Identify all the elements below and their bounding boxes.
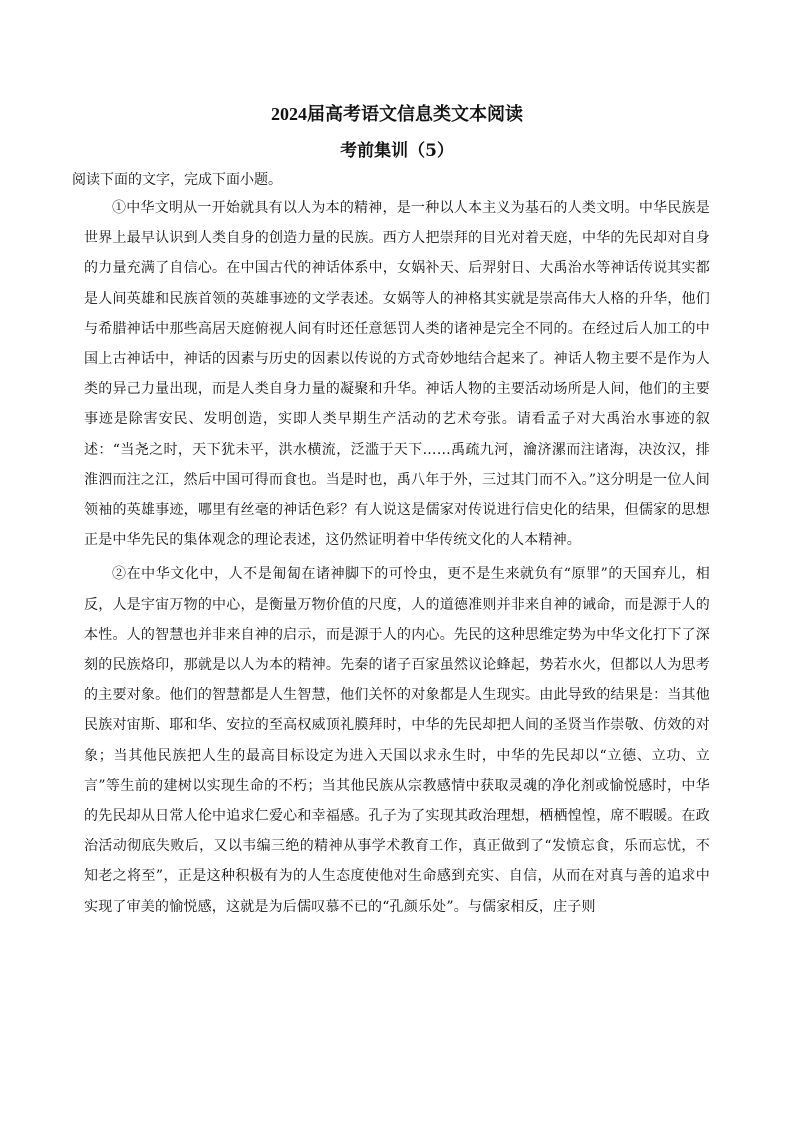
document-subtitle: 考前集训（5） <box>340 141 454 161</box>
document-title: 2024届高考语文信息类文本阅读 <box>271 104 523 124</box>
paragraph-1: ①中华文明从一开始就具有以人为本的精神，是一种以人本主义为基石的人类文明。中华民族是世界上最早认识到人类自身的创造力量的民族。西方人把崇拜的目光对着天庭，中华的先民却对自身的力量充满了自信心。在中国古代的神话体系中，女娲补天、后羿射日、大禹治水等神话传说其实都是人间英雄和民族首领的英雄事迹的文学表述。女娲等人的神格其实就是崇高伟大人格的升华，他们与希腊神话中那些高居天庭俯视人间有时还任意惩罚人类的诸神是完全不同的。在经过后人加工的中国上古神话中，神话的因素与历史的因素以传说的方式奇妙地结合起来了。神话人物主要不是作为人类的异己力量出现，而是人类自身力量的凝聚和升华。神话人物的主要活动场所是人间，他们的主要事迹是除害安民、发明创造，实即人类早期生产活动的艺术夸张。请看孟子对大禹治水事迹的叙述：“当尧之时，天下犹未平，洪水横流，泛滥于天下……禹疏九河，瀹济漯而注诸海，决汝汉，排淮泗而注之江，然后中国可得而食也。当是时也，禹八年于外，三过其门而不入。”这分明是一位人间领袖的英雄事迹，哪里有丝毫的神话色彩？有人说这是儒家对传说进行信史化的结果，但儒家的思想正是中华先民的集体观念的理论表述，这仍然证明着中华传统文化的人本精神。 <box>84 200 710 549</box>
paragraph-2: ②在中华文化中，人不是匍匐在诸神脚下的可怜虫，更不是生来就负有“原罪”的天国弃儿，相反，人是宇宙万物的中心，是衡量万物价值的尺度，人的道德准则并非来自神的诫命，而是源于人的本性。人的智慧也并非来自神的启示，而是源于人的内心。先民的这种思维定势为中华文化打下了深刻的民族烙印，那就是以人为本的精神。先秦的诸子百家虽然议论蜂起，势若水火，但都以人为思考的主要对象。他们的智慧都是人生智慧，他们关怀的对象都是人生现实。由此导致的结果是：当其他民族对宙斯、耶和华、安拉的至高权威顶礼膜拜时，中华的先民却把人间的圣贤当作崇敬、仿效的对象；当其他民族把人生的最高目标设定为进入天国以求永生时，中华的先民却以“立德、立功、立言”等生前的建树以实现生命的不朽；当其他民族从宗教感情中获取灵魂的净化剂或愉悦感时，中华的先民却从日常人伦中追求仁爱心和幸福感。孔子为了实现其政治理想，栖栖惶惶，席不暇暖。在政治活动彻底失败后，又以韦编三绝的精神从事学术教育工作，真正做到了“发愤忘食，乐而忘忧，不知老之将至”，正是这种积极有为的人生态度使他对生命感到充实、自信，从而在对真与善的追求中实现了审美的愉悦感，这就是为后儒叹慕不已的“孔颜乐处”。与儒家相反，庄子则 <box>84 566 710 915</box>
reading-instruction: 阅读下面的文字，完成下面小题。 <box>72 172 282 188</box>
